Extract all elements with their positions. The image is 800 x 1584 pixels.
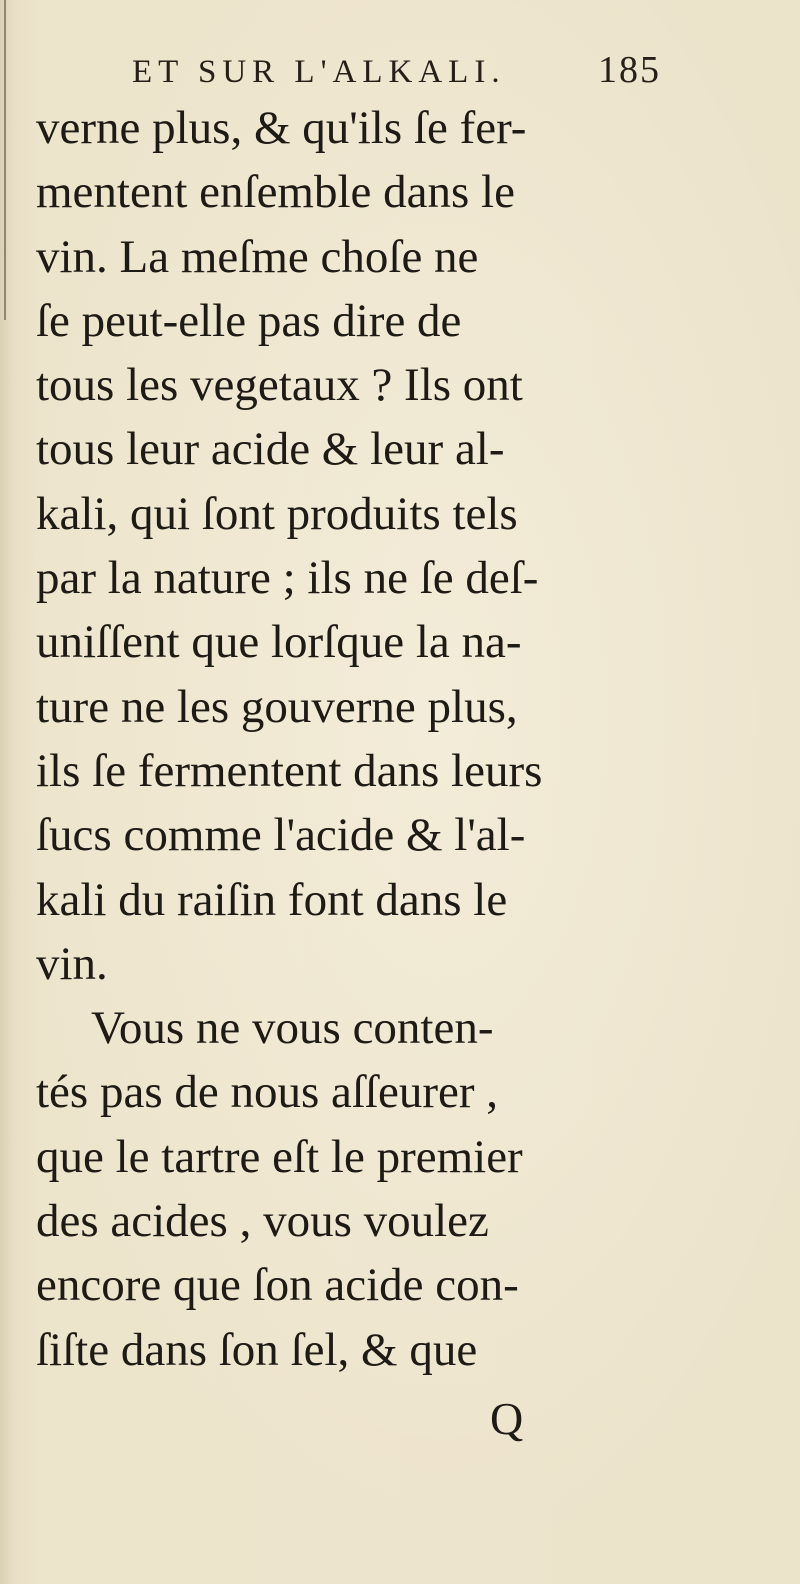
text-line: ils ſe fermentent dans leurs (36, 744, 543, 797)
text-line: encore que ſon acide con- (36, 1259, 519, 1312)
text-line: vin. La meſme choſe ne (36, 230, 479, 283)
text-line: ſe peut-elle pas dire de (36, 294, 462, 347)
text-line: tous les vegetaux ? Ils ont (36, 359, 523, 412)
text-line: des acides , vous voulez (36, 1195, 489, 1248)
text-line: ture ne les gouverne plus, (36, 680, 518, 733)
catchword: Q (490, 1393, 524, 1444)
paragraph-start-line: Vous ne vous conten- (91, 1002, 494, 1055)
text-line: par la nature ; ils ne ſe deſ- (36, 552, 539, 605)
text-line: verne plus, & qu'ils ſe fer- (36, 102, 527, 154)
text-line: uniſſent que lorſque la na- (36, 616, 522, 669)
text-line: kali, qui ſont produits tels (36, 487, 518, 540)
page-number: 185 (598, 49, 661, 91)
text-line: vin. (36, 937, 108, 990)
text-line: tés pas de nous aſſeurer , (36, 1066, 499, 1119)
text-line: que le tartre eſt le premier (36, 1130, 523, 1183)
text-line: ſucs comme l'acide & l'al- (36, 809, 526, 862)
text-line: ſiſte dans ſon ſel, & que (36, 1323, 478, 1376)
body-text (36, 96, 676, 1382)
page-gutter-edge (4, 0, 6, 320)
text-line: kali du raiſin font dans le (36, 873, 508, 926)
running-title: ET SUR L'ALKALI. (132, 54, 506, 90)
text-line: mentent enſemble dans le (36, 166, 515, 219)
text-line: tous leur acide & leur al- (36, 423, 505, 476)
